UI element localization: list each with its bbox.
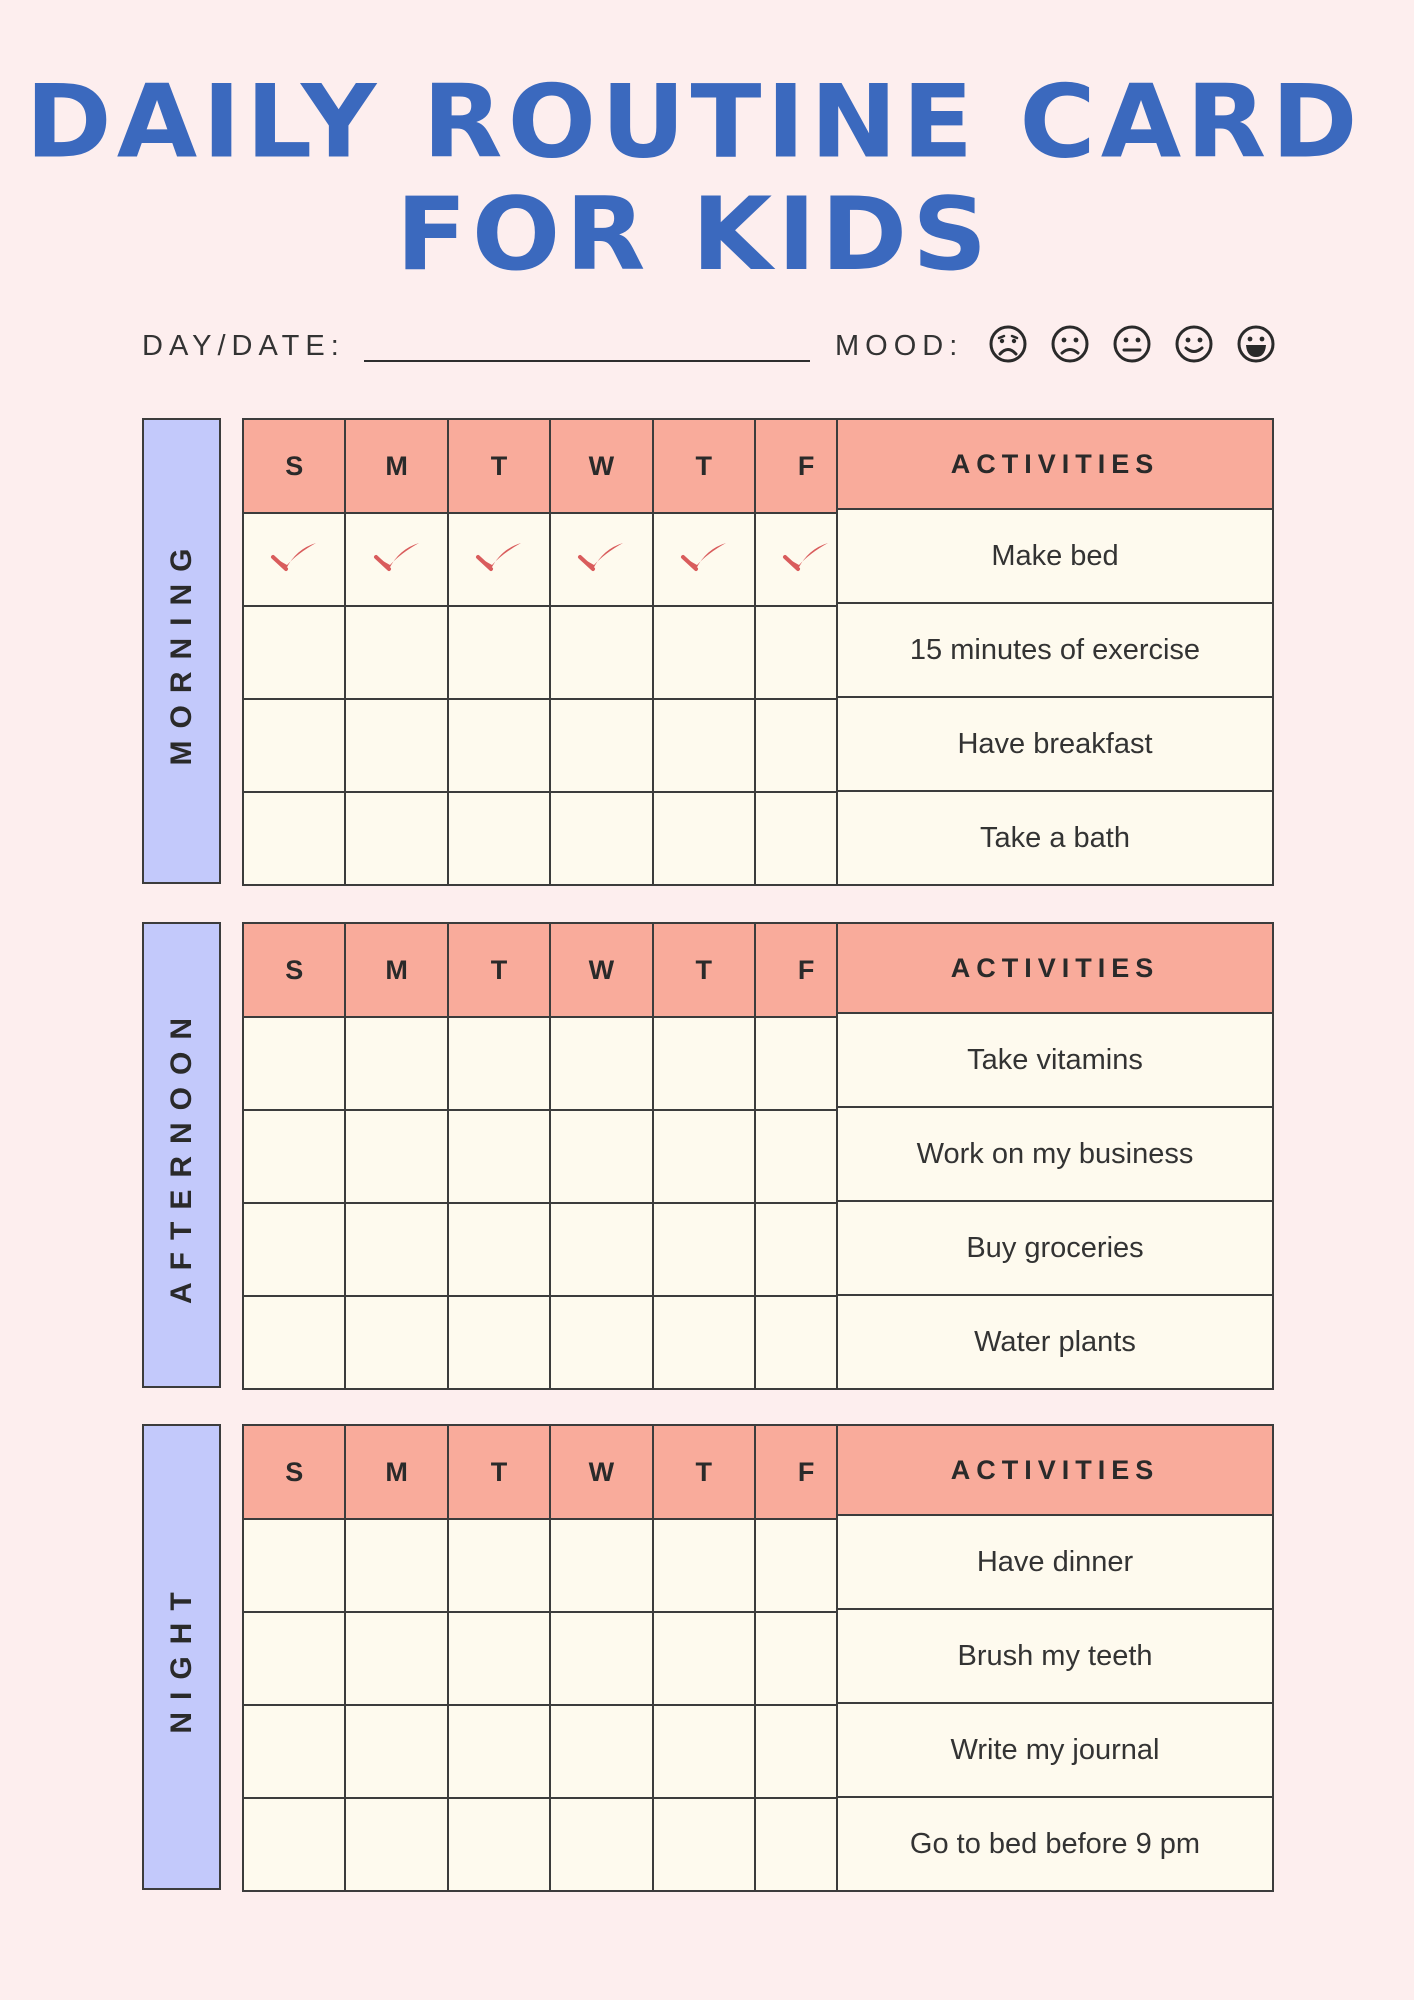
check-cell[interactable] (345, 1705, 447, 1798)
check-cell[interactable] (653, 1612, 755, 1705)
check-cell[interactable] (653, 1203, 755, 1296)
activities-header: ACTIVITIES (837, 419, 1273, 509)
check-cell[interactable] (243, 1017, 345, 1110)
title-line-2: FOR KIDS (395, 175, 993, 294)
check-cell[interactable] (243, 1203, 345, 1296)
activity-item: Buy groceries (837, 1201, 1273, 1295)
checkmark-icon (782, 539, 830, 575)
check-cell[interactable] (243, 606, 345, 699)
checkmark-icon (680, 539, 728, 575)
check-cell[interactable] (345, 699, 447, 792)
check-cell[interactable] (243, 1296, 345, 1389)
activity-item: Make bed (837, 509, 1273, 603)
check-cell[interactable] (243, 792, 345, 885)
check-cell[interactable] (550, 1519, 652, 1612)
section-label: MORNING (164, 536, 198, 766)
checkmark-icon (270, 539, 318, 575)
section-side-bar (142, 418, 221, 884)
activity-item: Go to bed before 9 pm (837, 1797, 1273, 1891)
check-cell[interactable] (653, 1110, 755, 1203)
activities-table (836, 1424, 1274, 1892)
section-label: AFTERNOON (164, 1006, 198, 1304)
title-line-1: DAILY ROUTINE CARD (25, 62, 1363, 181)
weekday-header: T (448, 1425, 550, 1519)
check-cell[interactable] (653, 699, 755, 792)
activities-table (836, 418, 1274, 886)
check-cell[interactable] (448, 1519, 550, 1612)
check-cell[interactable] (653, 1296, 755, 1389)
section-afternoon (142, 922, 1274, 1388)
check-cell[interactable] (243, 1519, 345, 1612)
section-night (142, 1424, 1274, 1890)
activity-item: Brush my teeth (837, 1609, 1273, 1703)
check-cell[interactable] (550, 1110, 652, 1203)
weekday-header: T (448, 419, 550, 513)
check-cell[interactable] (550, 1203, 652, 1296)
grin-face-icon[interactable] (1236, 324, 1276, 364)
weekday-header: W (550, 419, 652, 513)
check-cell[interactable] (653, 606, 755, 699)
check-cell[interactable] (345, 1017, 447, 1110)
check-cell[interactable] (345, 1798, 447, 1891)
check-cell[interactable] (345, 792, 447, 885)
check-cell[interactable] (550, 1296, 652, 1389)
page-title (0, 62, 1388, 294)
check-cell[interactable] (345, 513, 447, 606)
check-cell[interactable] (345, 606, 447, 699)
check-cell[interactable] (448, 1612, 550, 1705)
activity-item: Work on my business (837, 1107, 1273, 1201)
weekday-header: T (653, 923, 755, 1017)
check-cell[interactable] (550, 513, 652, 606)
check-cell[interactable] (243, 1612, 345, 1705)
section-morning (142, 418, 1274, 884)
smile-face-icon[interactable] (1174, 324, 1214, 364)
check-cell[interactable] (243, 1110, 345, 1203)
weekday-header: F (755, 1425, 857, 1519)
check-cell[interactable] (550, 1798, 652, 1891)
check-cell[interactable] (653, 792, 755, 885)
check-cell[interactable] (653, 1017, 755, 1110)
check-cell[interactable] (550, 1705, 652, 1798)
checkmark-icon (577, 539, 625, 575)
check-cell[interactable] (448, 699, 550, 792)
weekday-header: T (448, 923, 550, 1017)
check-cell[interactable] (448, 1798, 550, 1891)
section-side-bar (142, 1424, 221, 1890)
day-date-label: DAY/DATE: (142, 330, 345, 362)
check-cell[interactable] (550, 1017, 652, 1110)
weekday-header: T (653, 1425, 755, 1519)
check-cell[interactable] (653, 1705, 755, 1798)
activity-item: 15 minutes of exercise (837, 603, 1273, 697)
check-cell[interactable] (550, 792, 652, 885)
mood-options (988, 324, 1276, 364)
weekday-header: W (550, 1425, 652, 1519)
checkmark-icon (475, 539, 523, 575)
check-cell[interactable] (345, 1519, 447, 1612)
activity-item: Water plants (837, 1295, 1273, 1389)
day-mood-row (142, 318, 1274, 378)
weekday-header: M (345, 1425, 447, 1519)
check-cell[interactable] (448, 513, 550, 606)
check-cell[interactable] (345, 1296, 447, 1389)
weekday-header: F (755, 923, 857, 1017)
activity-item: Have breakfast (837, 697, 1273, 791)
weekday-header: T (653, 419, 755, 513)
mood-label: MOOD: (835, 330, 964, 362)
check-cell[interactable] (550, 1612, 652, 1705)
check-cell[interactable] (448, 606, 550, 699)
activities-header: ACTIVITIES (837, 1425, 1273, 1515)
weekday-header: S (243, 923, 345, 1017)
check-cell[interactable] (448, 1110, 550, 1203)
check-cell[interactable] (550, 699, 652, 792)
neutral-face-icon[interactable] (1112, 324, 1152, 364)
day-date-field[interactable] (364, 360, 810, 362)
check-cell[interactable] (448, 792, 550, 885)
activity-item: Take a bath (837, 791, 1273, 885)
check-cell[interactable] (243, 1798, 345, 1891)
check-cell[interactable] (345, 1612, 447, 1705)
weekday-header: M (345, 923, 447, 1017)
weekday-header: S (243, 419, 345, 513)
activities-table (836, 922, 1274, 1390)
check-cell[interactable] (448, 1017, 550, 1110)
check-cell[interactable] (448, 1705, 550, 1798)
check-cell[interactable] (243, 513, 345, 606)
check-cell[interactable] (653, 513, 755, 606)
check-cell[interactable] (243, 699, 345, 792)
weekday-header: S (243, 1425, 345, 1519)
check-cell[interactable] (550, 606, 652, 699)
activity-item: Write my journal (837, 1703, 1273, 1797)
very-sad-face-icon[interactable] (988, 324, 1028, 364)
check-cell[interactable] (345, 1110, 447, 1203)
activity-item: Have dinner (837, 1515, 1273, 1609)
check-cell[interactable] (448, 1203, 550, 1296)
check-cell[interactable] (448, 1296, 550, 1389)
weekday-header: M (345, 419, 447, 513)
sad-face-icon[interactable] (1050, 324, 1090, 364)
check-cell[interactable] (653, 1798, 755, 1891)
weekday-header: W (550, 923, 652, 1017)
section-label: NIGHT (164, 1580, 198, 1734)
activities-header: ACTIVITIES (837, 923, 1273, 1013)
check-cell[interactable] (653, 1519, 755, 1612)
weekday-header: F (755, 419, 857, 513)
check-cell[interactable] (345, 1203, 447, 1296)
check-cell[interactable] (243, 1705, 345, 1798)
activity-item: Take vitamins (837, 1013, 1273, 1107)
section-side-bar (142, 922, 221, 1388)
checkmark-icon (373, 539, 421, 575)
